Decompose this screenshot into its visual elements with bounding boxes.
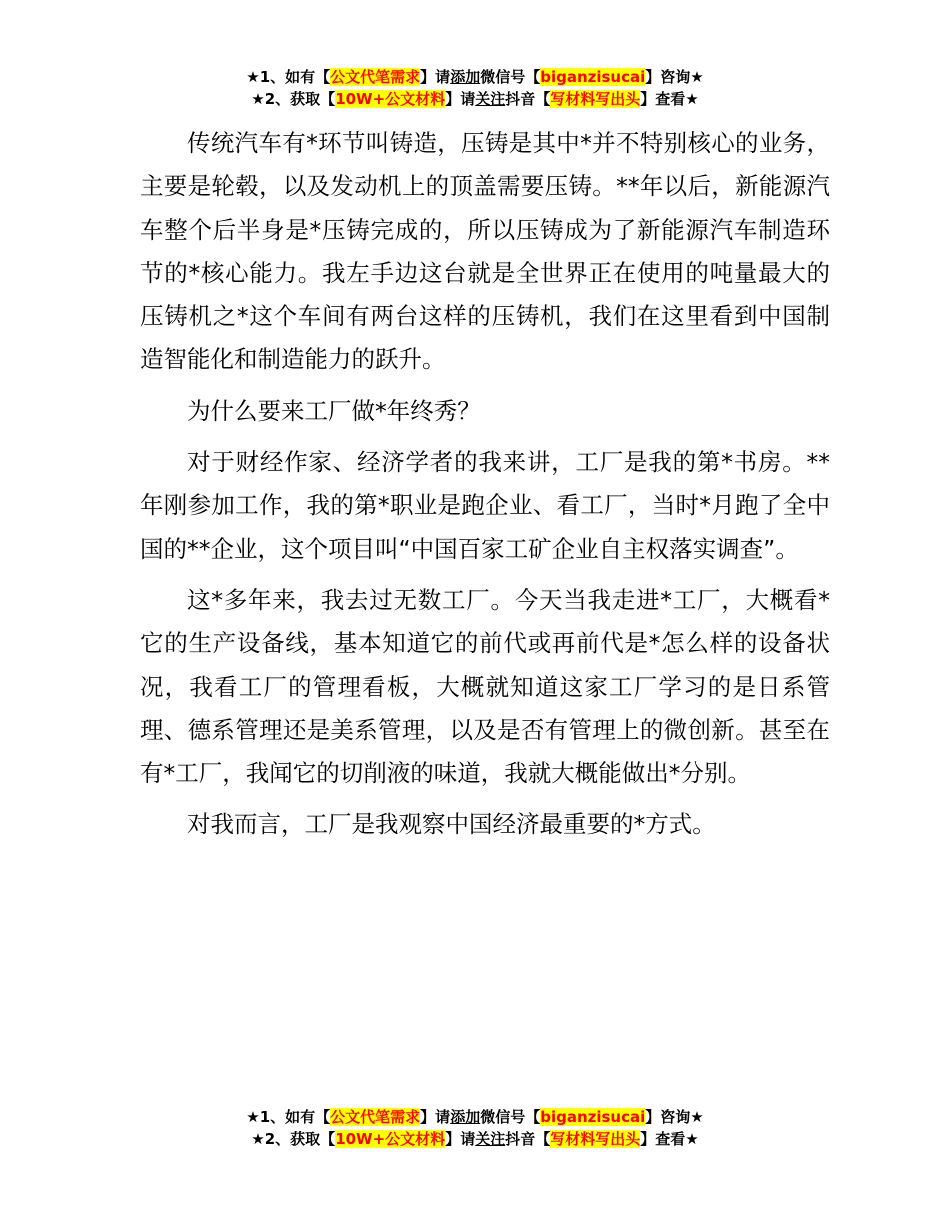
underlined-follow: 关注 — [475, 90, 506, 108]
banner-text: 】查看★ — [640, 1130, 699, 1148]
banner-line-1 — [0, 66, 950, 88]
banner-text: 】请 — [420, 1108, 451, 1126]
footer-banner — [0, 1106, 950, 1150]
banner-text: 抖音【 — [505, 90, 551, 108]
underlined-follow: 关注 — [475, 1130, 506, 1148]
banner-text: 】咨询★ — [645, 68, 704, 86]
highlight-douyin-account: 写材料写出头 — [550, 1130, 641, 1148]
banner-text: 】咨询★ — [645, 1108, 704, 1126]
highlight-service: 公文代笔需求 — [330, 68, 421, 86]
paragraph-1: 传统汽车有*环节叫铸造，压铸是其中*并不特别核心的业务，主要是轮毂，以及发动机上的顶盖需要压铸。**年以后，新能源汽车整个后半身是*压铸完成的，所以压铸成为了新能源汽车制造环节的*核心能力。我左手边这台就是全世界正在使用的吨量最大的压铸机之*这个车间有两台这样的压铸机，我们在这里看到中国制造智能化和制造能力的跃升。 — [140, 129, 830, 374]
highlight-wechat-id: biganzisucai — [540, 68, 646, 86]
highlight-materials: 10W+公文材料 — [335, 90, 446, 108]
banner-line-2 — [0, 88, 950, 110]
banner-text: 抖音【 — [505, 1130, 551, 1148]
banner-text: 】请 — [445, 1130, 476, 1148]
banner-text: ★2、获取【 — [251, 90, 336, 108]
paragraph-5: 对我而言，工厂是我观察中国经济最重要的*方式。 — [187, 810, 716, 839]
banner-line-2 — [0, 1128, 950, 1150]
underlined-add: 添加 — [450, 1108, 481, 1126]
underlined-add: 添加 — [450, 68, 481, 86]
paragraph-2: 为什么要来工厂做*年终秀？ — [187, 396, 481, 425]
banner-text: ★1、如有【 — [246, 1108, 331, 1126]
banner-text: 】请 — [445, 90, 476, 108]
highlight-materials: 10W+公文材料 — [335, 1130, 446, 1148]
header-banner — [0, 66, 950, 110]
paragraph-4: 这*多年来，我去过无数工厂。今天当我走进*工厂，大概看*它的生产设备线，基本知道它的前代或再前代是*怎么样的设备状况，我看工厂的管理看板，大概就知道这家工厂学习的是日系管理、德系管理还是美系管理，以及是否有管理上的微创新。甚至在有*工厂，我闻它的切削液的味道，我就大概能做出*分别。 — [140, 585, 830, 788]
paragraph-3: 对于财经作家、经济学者的我来讲，工厂是我的第*书房。**年刚参加工作，我的第*职业是跑企业、看工厂，当时*月跑了全中国的**企业，这个项目叫“中国百家工矿企业自主权落实调查”。 — [140, 448, 830, 563]
highlight-douyin-account: 写材料写出头 — [550, 90, 641, 108]
document-body — [140, 122, 830, 855]
banner-text: 】请 — [420, 68, 451, 86]
banner-text: 微信号【 — [480, 1108, 541, 1126]
banner-text: 】查看★ — [640, 90, 699, 108]
banner-text: ★2、获取【 — [251, 1130, 336, 1148]
highlight-service: 公文代笔需求 — [330, 1108, 421, 1126]
banner-text: ★1、如有【 — [246, 68, 331, 86]
banner-line-1 — [0, 1106, 950, 1128]
highlight-wechat-id: biganzisucai — [540, 1108, 646, 1126]
banner-text: 微信号【 — [480, 68, 541, 86]
